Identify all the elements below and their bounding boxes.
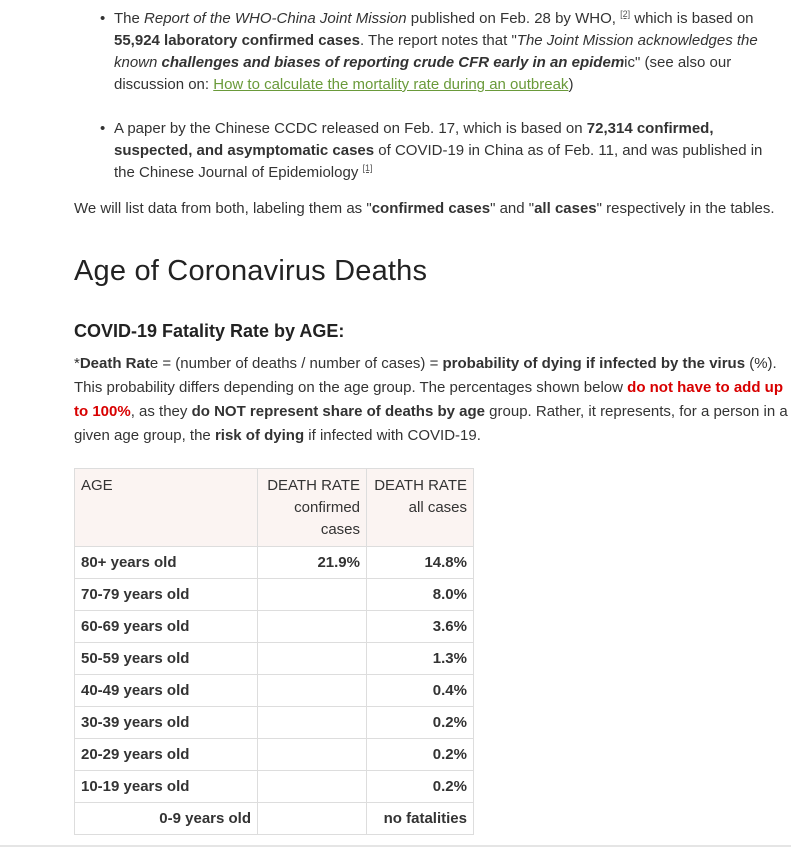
all-rate-cell: 0.4%: [367, 675, 474, 707]
quote-text: The Joint Mission acknowledges the known: [114, 32, 758, 71]
all-rate-cell: 0.2%: [367, 771, 474, 803]
all-rate-cell: 8.0%: [367, 579, 474, 611]
source-list: [74, 8, 784, 184]
reference-link-2[interactable]: [2]: [620, 9, 631, 19]
text: " and ": [490, 200, 535, 217]
confirmed-rate-cell: [258, 611, 367, 643]
page-heading: Age of Coronavirus Deaths: [74, 255, 428, 287]
header-age: [75, 469, 258, 547]
table-row: [75, 643, 474, 675]
table-body: [75, 547, 474, 835]
death-rate-note: [74, 352, 789, 448]
confirmed-rate-cell: [258, 643, 367, 675]
label-confirmed: confirmed cases: [371, 200, 491, 217]
bullet-icon: •: [100, 120, 106, 137]
text: ): [568, 76, 574, 93]
header-sublabel: all cases: [408, 499, 467, 516]
confirmed-rate-cell: [258, 675, 367, 707]
text: , as they: [130, 403, 192, 420]
all-rate-cell: 1.3%: [367, 643, 474, 675]
header-confirmed: [258, 469, 367, 547]
age-cell: 80+ years old: [75, 547, 258, 579]
text-bold: probability of dying if infected by the virus: [442, 355, 746, 372]
header-label: DEATH RATE: [374, 477, 467, 494]
labeling-note: [74, 198, 784, 220]
all-rate-cell: no fatalities: [367, 803, 474, 835]
confirmed-rate-cell: [258, 771, 367, 803]
text: . The report notes that ": [359, 32, 517, 49]
text-bold: risk of dying: [214, 427, 305, 444]
fatality-rate-table: [74, 468, 474, 835]
all-rate-cell: 0.2%: [367, 739, 474, 771]
text: A paper by the Chinese CCDC released on Feb. 17, which is based on: [114, 120, 587, 137]
age-cell: 20-29 years old: [75, 739, 258, 771]
header-label: DEATH RATE: [267, 477, 360, 494]
label-all: all cases: [534, 200, 597, 217]
text: group. Rather, it represents, for a person in a given age group, the: [74, 403, 788, 444]
quote-emphasis: challenges and biases of reporting crude CFR early in an epidem: [161, 54, 625, 71]
header-sublabel: confirmed: [294, 499, 360, 516]
text: e = (number of deaths / number of cases) =: [149, 355, 443, 372]
text-bold: Death Rat: [79, 355, 150, 372]
text: The: [114, 10, 145, 27]
text: if infected with COVID-19.: [304, 427, 481, 444]
age-cell: 70-79 years old: [75, 579, 258, 611]
report-title: Report of the WHO-China Joint Mission: [144, 10, 407, 27]
table-row: [75, 611, 474, 643]
header-label: AGE: [81, 477, 113, 494]
header-sublabel: cases: [320, 521, 360, 538]
table-row: [75, 803, 474, 835]
confirmed-rate-cell: [258, 803, 367, 835]
section-heading: COVID-19 Fatality Rate by AGE:: [74, 321, 345, 341]
warning-text: do not have to add up to 100%: [74, 379, 783, 420]
confirmed-rate-cell: [258, 707, 367, 739]
header-all: [367, 469, 474, 547]
text-bold: do NOT represent share of deaths by age: [191, 403, 485, 420]
age-cell: 10-19 years old: [75, 771, 258, 803]
table-row: [75, 675, 474, 707]
confirmed-rate-cell: [258, 739, 367, 771]
table-row: [75, 547, 474, 579]
article-content: [74, 0, 788, 827]
confirmed-rate-cell: [258, 579, 367, 611]
text: " respectively in the tables.: [596, 200, 775, 217]
text: ic" (see also our discussion on:: [114, 54, 732, 93]
text: of COVID-19 in China as of Feb. 11, and was published in the Chinese Journal of Epidemiology: [114, 142, 763, 181]
mortality-rate-link[interactable]: How to calculate the mortality rate during an outbreak: [213, 76, 569, 93]
list-item-ccdc-paper: [74, 118, 784, 184]
text: We will list data from both, labeling them as ": [74, 200, 372, 217]
table-row: [75, 707, 474, 739]
bullet-icon: •: [100, 10, 106, 27]
table-row: [75, 771, 474, 803]
list-item-who-report: [74, 8, 784, 96]
all-case-count: 72,314 confirmed, suspected, and asymptomatic cases: [114, 120, 714, 159]
all-rate-cell: 14.8%: [367, 547, 474, 579]
text: which is based on: [630, 10, 754, 27]
age-cell: 0-9 years old: [75, 803, 258, 835]
age-cell: 40-49 years old: [75, 675, 258, 707]
table-row: [75, 579, 474, 611]
age-cell: 50-59 years old: [75, 643, 258, 675]
age-cell: 60-69 years old: [75, 611, 258, 643]
text: *: [74, 355, 80, 372]
text: (%). This probability differs depending on the age group. The percentages shown below: [74, 355, 777, 396]
reference-link-1[interactable]: [1]: [362, 163, 373, 173]
all-rate-cell: 3.6%: [367, 611, 474, 643]
confirmed-rate-cell: 21.9%: [258, 547, 367, 579]
confirmed-case-count: 55,924 laboratory confirmed cases: [114, 32, 360, 49]
text: published on Feb. 28 by WHO,: [406, 10, 621, 27]
age-cell: 30-39 years old: [75, 707, 258, 739]
table-row: [75, 739, 474, 771]
all-rate-cell: 0.2%: [367, 707, 474, 739]
table-header-row: [75, 469, 474, 547]
